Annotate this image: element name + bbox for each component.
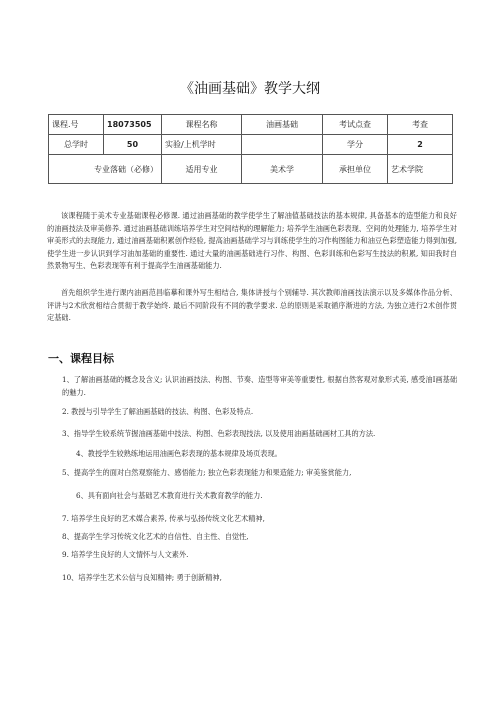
table-cell: 考查 (388, 115, 453, 135)
intro-paragraph-1: 该课程随于美术专业基础课程必修课. 通过油画基础的教学使学生了解油值基础技法的基本规律, 具备基本的造型能力和良好的油画技法及审美修养. 通过油画基础训练培养学生对空间结构的理解能力; 培养学生油画色彩表现、空间的处理能力, 培养学生对审美形式的去现能力, 通过油画基础积累创作经验, 提高油画基础学习与训练使学生的习作构图能力和油豆色彩塑造能力得到加强, 使学生进一步认识到学习油加基础的重要性. 通过大量的油画基础进行习作、构图、色彩训练和色彩写生技法的积累, 知田我时自然景物写生、色彩表现等有利于提高学生油画基础能力. (47, 211, 457, 270)
section-heading: 一、课程目标 (48, 352, 114, 365)
table-cell: 适用专业 (162, 155, 242, 184)
table-cell: 艺术学院 (388, 155, 453, 184)
table-row (49, 155, 453, 184)
table-cell: 2 (388, 135, 453, 155)
objective-item: 5、提高学生的面对白然观察能力、感悟能力; 独立色彩表现能力和果造能力; 审美鉴赏能力, (62, 468, 352, 477)
course-info-table (48, 114, 453, 184)
objective-item: 1、了解油画基础的概念及含义; 认识油画技法、构图、节奏、造型等审美等重要性, 根据自然客观对象形式美, 感受油I画基础的魅力. (62, 375, 458, 397)
table-cell: 油画基础 (242, 115, 323, 135)
table-cell: 18073505 (104, 115, 162, 135)
table-cell: 课程.号 (49, 115, 104, 135)
objective-item: 3、指导学生较系统节握油画基础中技法、构图、色彩表现技法, 以及使用油画基础画材工具的方法. (62, 429, 376, 438)
table-cell: 总学时 (49, 135, 104, 155)
table-cell: 50 (104, 135, 162, 155)
objective-item: 10、培养学生艺术公信与良知精神; 勇于创新精神, (62, 573, 222, 582)
table-row (49, 135, 453, 155)
objective-item: 4、教授学生较熟练地运用油画色彩表现的基本规律及场页表现。 (76, 449, 282, 458)
objective-item: 9. 培养学生良好的人文情怀与人文素外. (62, 550, 189, 559)
table-cell: 专业落础（必修） (49, 155, 162, 184)
table-cell: 学分 (323, 135, 388, 155)
table-cell: 实验/上机学时 (162, 135, 242, 155)
table-cell: 考试点查 (323, 115, 388, 135)
intro-paragraph-2: 首先组织学生进行课内油画范昌临摹和课外写生相结合, 集体讲授与个别辅导. 其次教师油画技法演示以及多媒体作品分析、评讲与2术欣赏相结合贯彻于教学始终. 最后不同阶段有不同的教学要求. 总的原则是采取循序渐进的方法, 为独立进行2术创作贯定基础. (47, 288, 457, 322)
table-cell: 承担单位 (323, 155, 388, 184)
page-title: 《油画基础》教学大纲 (180, 81, 320, 97)
table-cell: 课程名称 (162, 115, 242, 135)
objective-item: 2. 教授与引导学生了解油画基础的技法、构图、色彩及特点. (62, 407, 254, 416)
table-row (49, 115, 453, 135)
objective-item: 7. 培养学生良好的艺术媒合素养, 传承与弘扬传统文化艺术精神, (62, 514, 265, 523)
table-cell: 美术学 (242, 155, 323, 184)
objective-item: 6、具有面向社会与基础艺术教育进行关术教育教学的能力. (76, 491, 263, 500)
objective-item: 8、提高学生学习传统文化艺术的自信性、自主性、自觉性, (62, 532, 249, 541)
table-cell (242, 135, 323, 155)
